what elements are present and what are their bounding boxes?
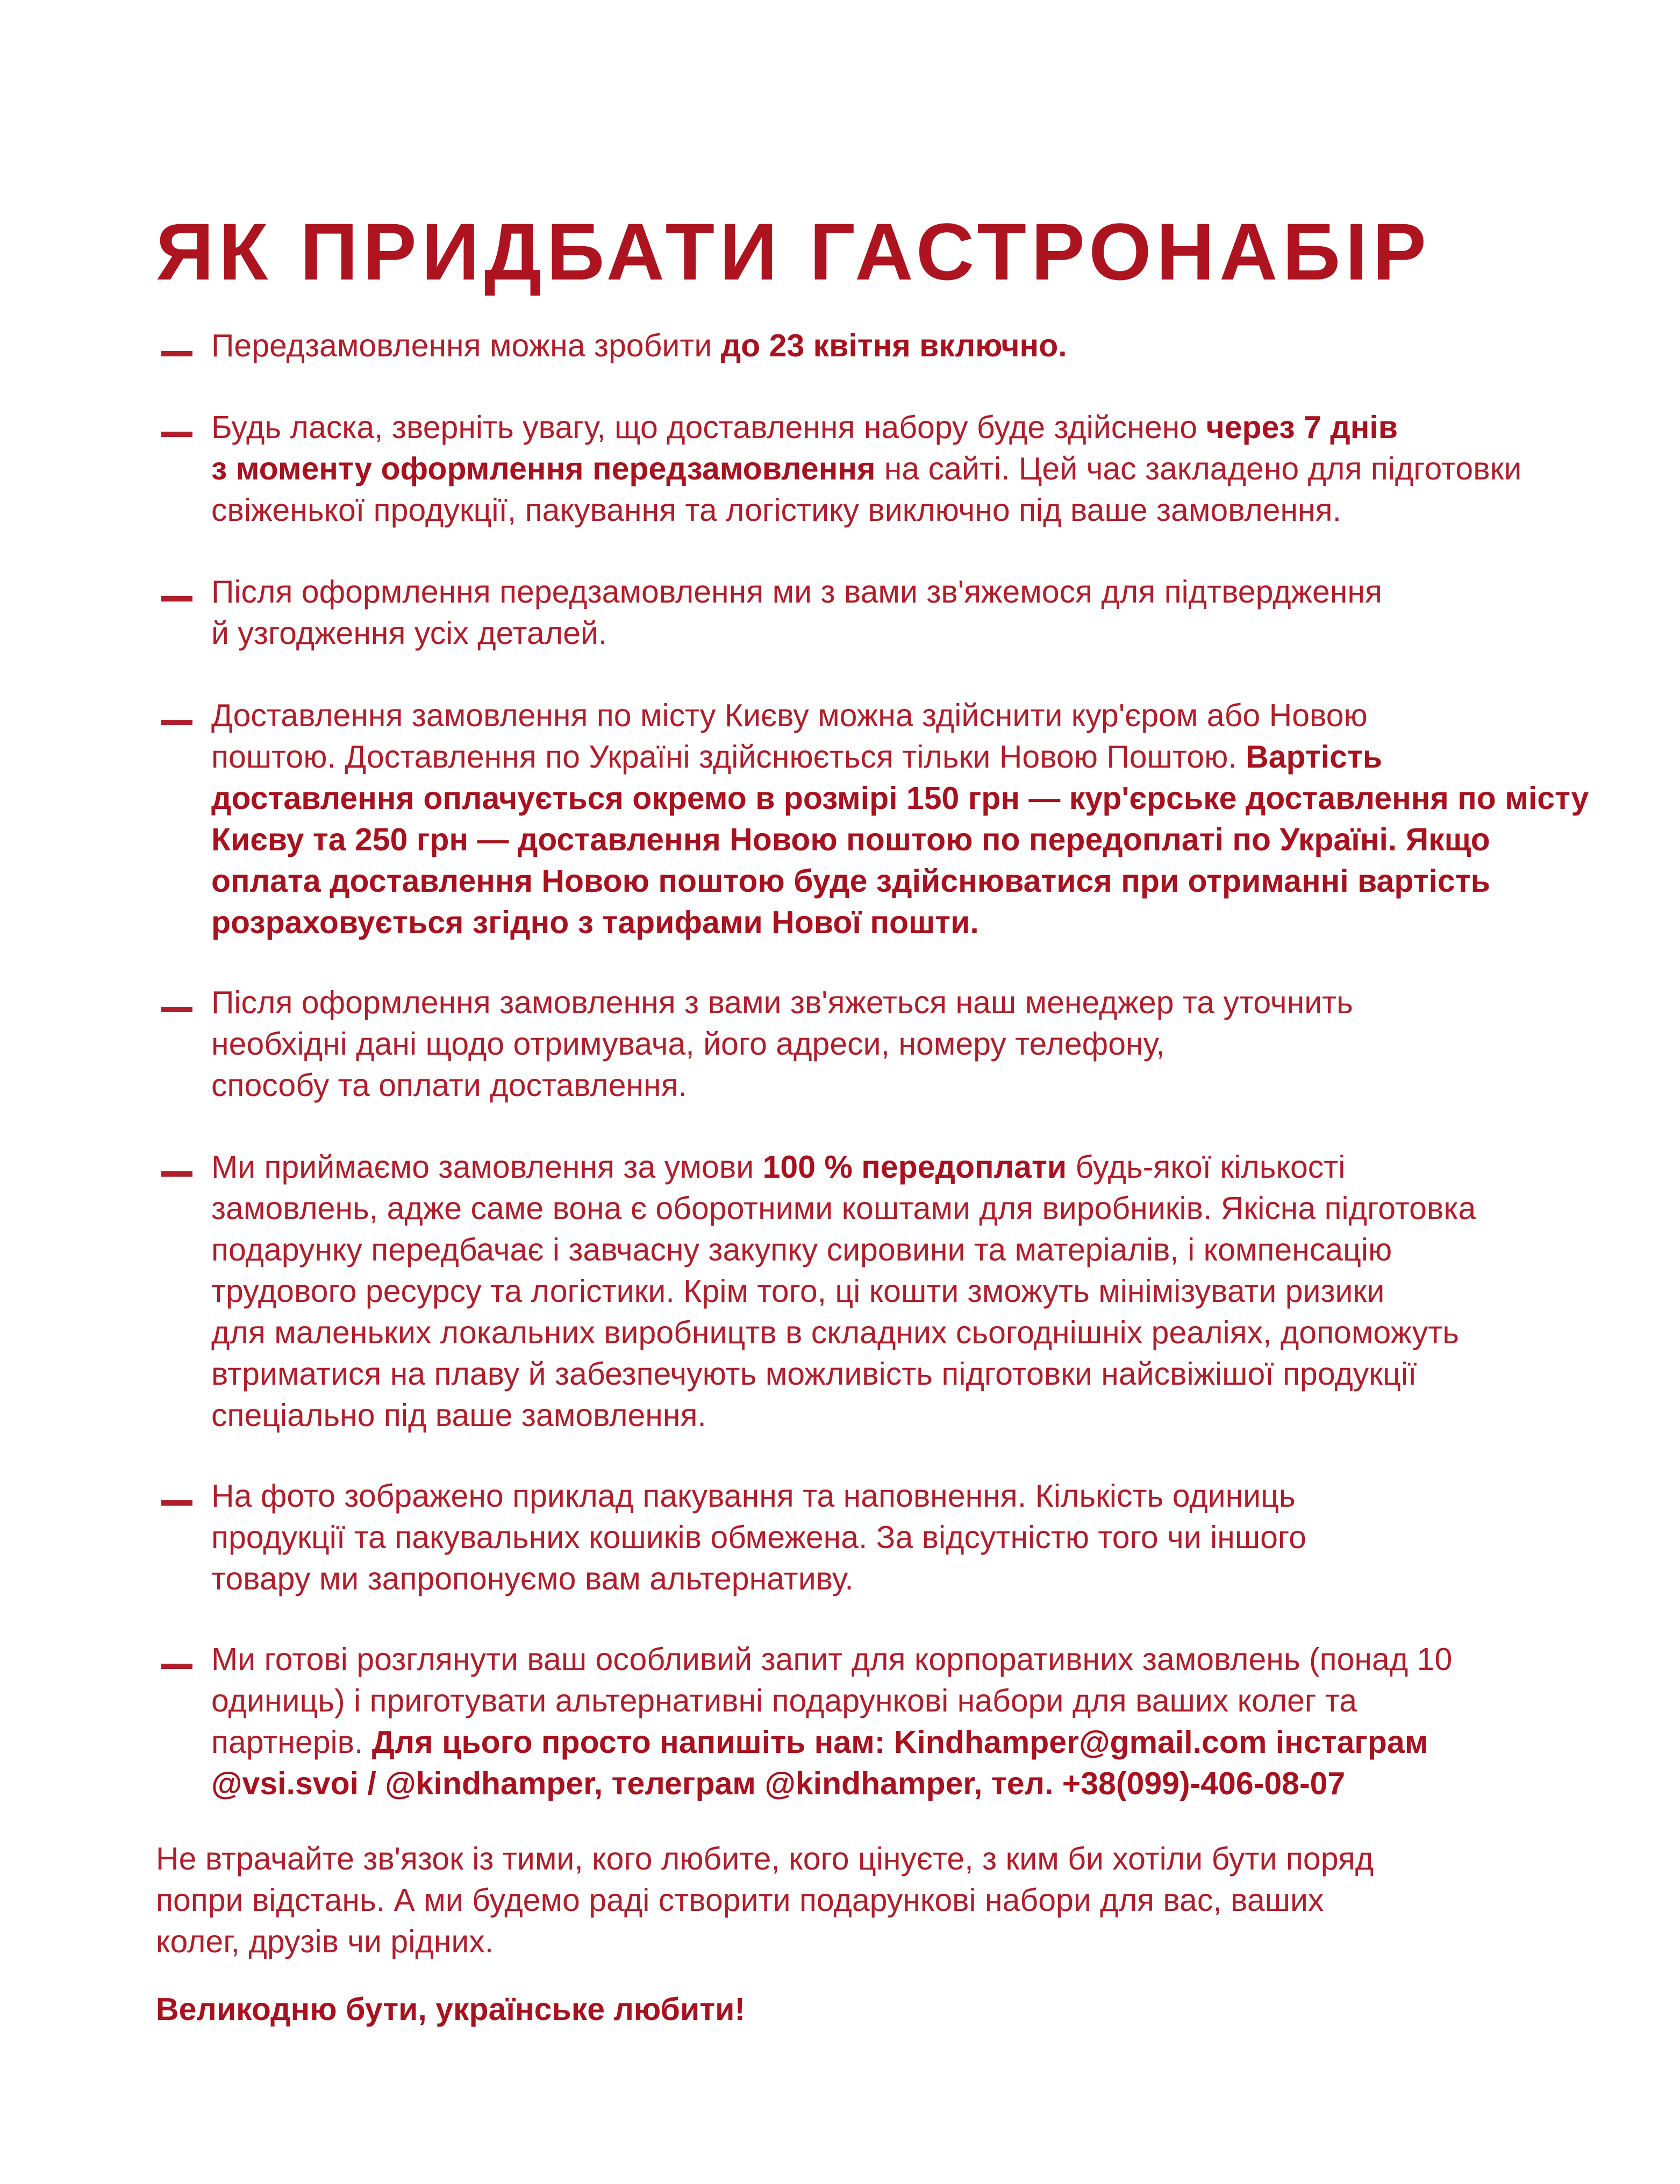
- list-item-text: [211, 407, 1575, 531]
- emphasis-text: 100 % передоплати: [762, 1149, 1067, 1185]
- list-item-line: [211, 819, 1575, 861]
- body-text: втриматися на плаву й забезпечують можливість підготовки найсвіжішої продукції: [211, 1356, 1417, 1392]
- body-text: подарунку передбачає і завчасну закупку сировини та матеріалів, і компенсацію: [211, 1232, 1392, 1268]
- body-text: будь-якої кількості: [1067, 1149, 1346, 1185]
- closing-line: Не втрачайте зв'язок із тими, кого любите, кого цінуєте, з ким би хотіли бути поряд: [156, 1841, 1374, 1877]
- list-item-delivery-cost: [156, 695, 1589, 943]
- list-item-line: [211, 613, 1575, 654]
- list-item-line: [211, 902, 1575, 943]
- emphasis-text: з моменту оформлення передзамовлення: [211, 451, 876, 486]
- closing-line: колег, друзів чи рідних.: [156, 1924, 494, 1959]
- list-item-line: [211, 1476, 1575, 1517]
- list-item-text: [211, 1639, 1575, 1805]
- list-item-preorder-deadline: [156, 325, 1575, 367]
- list-item-line: [211, 1517, 1575, 1558]
- list-item-line: [211, 407, 1575, 448]
- emphasis-text: Вартість: [1246, 739, 1383, 775]
- body-text: й узгодження усіх деталей.: [211, 615, 607, 651]
- list-item-packaging-photo: [156, 1476, 1575, 1600]
- dash-bullet-icon: [161, 432, 192, 437]
- body-text: замовлень, адже саме вона є оборотними коштами для виробників. Якісна підготовка: [211, 1191, 1476, 1226]
- body-text: товару ми запропонуємо вам альтернативу.: [211, 1561, 854, 1596]
- list-item-line: [211, 1065, 1575, 1106]
- body-text: спеціально під ваше замовлення.: [211, 1398, 706, 1433]
- body-text: продукції та пакувальних кошиків обмежена. За відсутністю того чи іншого: [211, 1520, 1306, 1555]
- list-item-line: [211, 1763, 1575, 1805]
- body-text: Ми готові розглянути ваш особливий запит для корпоративних замовлень (понад 10: [211, 1642, 1453, 1677]
- dash-bullet-icon: [161, 351, 192, 356]
- emphasis-text: Для цього просто напишіть нам: Kindhamper@gmail.com інстаграм: [371, 1724, 1428, 1760]
- emphasis-text: оплата доставлення Новою поштою буде здійснюватися при отриманні вартість: [211, 863, 1490, 899]
- emphasis-text: розраховується згідно з тарифами Нової пошти.: [211, 905, 979, 940]
- list-item-line: [211, 982, 1575, 1023]
- list-item-line: [211, 325, 1575, 367]
- list-item-line: [211, 1023, 1575, 1065]
- list-item-line: [211, 1229, 1575, 1271]
- emphasis-text: Києву та 250 грн — доставлення Новою поштою по передоплаті по Україні. Якщо: [211, 822, 1490, 857]
- body-text: поштою. Доставлення по Україні здійснюється тільки Новою Поштою.: [211, 739, 1246, 775]
- list-item-line: [211, 1312, 1575, 1354]
- closing-line: попри відстань. А ми будемо раді створити подарункові набори для вас, ваших: [156, 1882, 1324, 1918]
- emphasis-text: через 7 днів: [1206, 410, 1398, 445]
- list-item-line: [211, 736, 1575, 778]
- body-text: необхідні дані щодо отримувача, його адреси, номеру телефону,: [211, 1026, 1165, 1062]
- body-text: Ми приймаємо замовлення за умови: [211, 1149, 763, 1185]
- list-item-line: [211, 778, 1589, 819]
- list-item-line: [211, 1395, 1575, 1436]
- dash-bullet-icon: [161, 1171, 192, 1177]
- dash-bullet-icon: [161, 1500, 192, 1506]
- emphasis-text: @vsi.svoi / @kindhamper, телеграм @kindhamper, тел. +38(099)-406-08-07: [211, 1766, 1346, 1801]
- list-item-line: [211, 1722, 1575, 1763]
- list-item-line: [211, 571, 1575, 613]
- dash-bullet-icon: [161, 1664, 192, 1669]
- list-item-line: [211, 1639, 1575, 1680]
- list-item-text: [211, 571, 1575, 654]
- closing-paragraph: [156, 1838, 1374, 1963]
- list-item-text: [211, 1147, 1575, 1436]
- body-text: одиниць) і приготувати альтернативні подарункові набори для ваших колег та: [211, 1683, 1357, 1718]
- list-item-line: [211, 1147, 1575, 1188]
- list-item-line: [211, 1680, 1575, 1722]
- list-item-line: [211, 1558, 1575, 1600]
- list-item-manager-contact: [156, 982, 1575, 1106]
- dash-bullet-icon: [161, 720, 192, 725]
- body-text: Після оформлення замовлення з вами зв'яжеться наш менеджер та уточнить: [211, 985, 1353, 1020]
- list-item-confirmation: [156, 571, 1575, 654]
- emphasis-text: до 23 квітня включно.: [720, 328, 1067, 363]
- body-text: свіженької продукції, пакування та логістику виключно під ваше замовлення.: [211, 492, 1341, 528]
- list-item-line: [211, 1271, 1575, 1312]
- list-item-delivery-time: [156, 407, 1575, 531]
- body-text: Доставлення замовлення по місту Києву можна здійснити кур'єром або Новою: [211, 698, 1368, 733]
- list-item-line: [211, 1188, 1575, 1229]
- list-item-line: [211, 448, 1575, 490]
- body-text: способу та оплати доставлення.: [211, 1068, 687, 1103]
- list-item-line: [211, 695, 1575, 736]
- list-item-text: [211, 325, 1575, 367]
- emphasis-text: доставлення оплачується окремо в розмірі 150 грн — кур'єрське доставлення по місту: [211, 780, 1589, 816]
- dash-bullet-icon: [161, 1007, 192, 1012]
- list-item-text: [211, 1476, 1575, 1600]
- list-item-line: [211, 1354, 1575, 1395]
- body-text: на сайті. Цей час закладено для підготовки: [875, 451, 1522, 486]
- list-item-prepayment: [156, 1147, 1575, 1436]
- dash-bullet-icon: [161, 596, 192, 602]
- body-text: Після оформлення передзамовлення ми з вами зв'яжемося для підтвердження: [211, 574, 1382, 610]
- body-text: Передзамовлення можна зробити: [211, 328, 721, 363]
- list-item-text: [211, 982, 1575, 1106]
- body-text: трудового ресурсу та логістики. Крім того, ці кошти зможуть мінімізувати ризики: [211, 1273, 1385, 1309]
- body-text: партнерів.: [211, 1724, 372, 1760]
- list-item-text: [211, 695, 1589, 943]
- body-text: На фото зображено приклад пакування та наповнення. Кількість одиниць: [211, 1478, 1296, 1514]
- page-title: ЯК ПРИДБАТИ ГАСТРОНАБІР: [156, 206, 1431, 297]
- list-item-corporate-orders: [156, 1639, 1575, 1805]
- slogan: Великодню бути, українське любити!: [156, 1992, 746, 2027]
- body-text: Будь ласка, зверніть увагу, що доставлення набору буде здійснено: [211, 410, 1206, 445]
- list-item-line: [211, 490, 1575, 531]
- body-text: для маленьких локальних виробництв в складних сьогоднішніх реаліях, допоможуть: [211, 1315, 1459, 1350]
- list-item-line: [211, 861, 1575, 902]
